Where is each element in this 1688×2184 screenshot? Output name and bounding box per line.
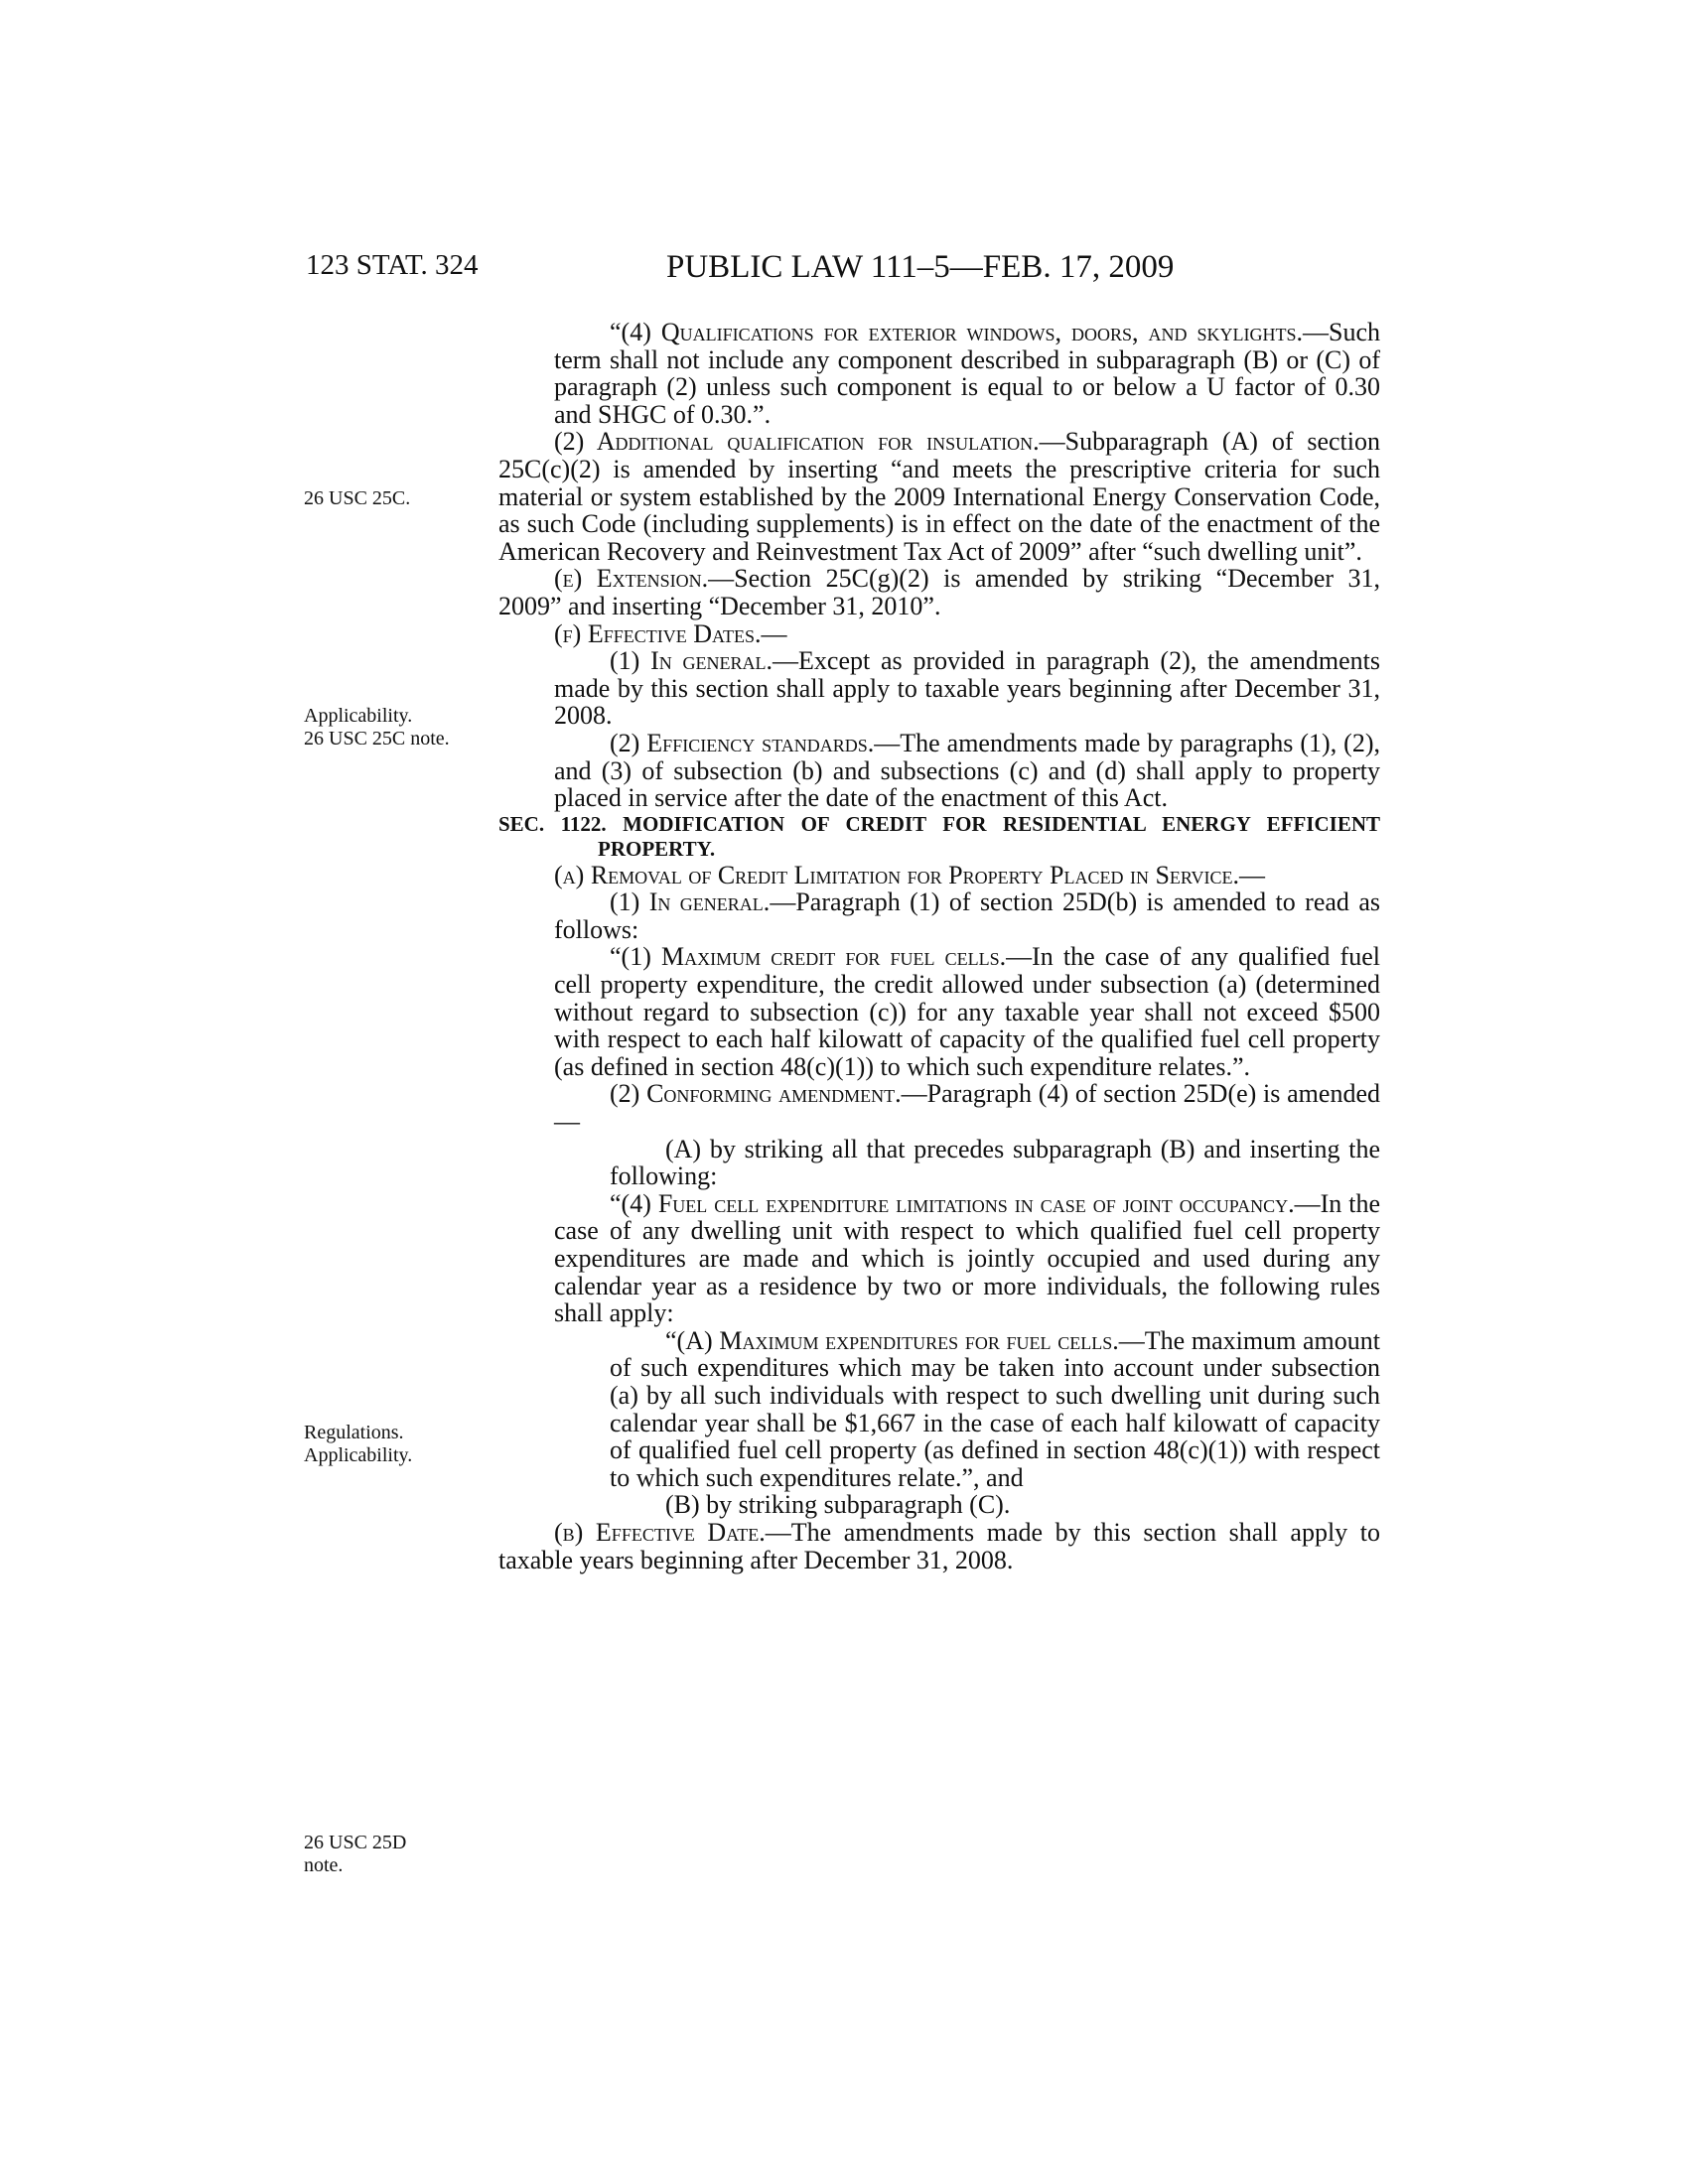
paragraph-text: —Such term shall not include any component described in subparagraph (B) or (C) of paragraph (2) unless such component is equal to or below a U factor of 0.30 and SHGC of 0.30.”.: [554, 318, 1380, 429]
subparagraph-A: [498, 1136, 1380, 1190]
margin-note-line: Applicability.: [304, 705, 413, 727]
quoted-subparagraph-A: [498, 1327, 1380, 1492]
paragraph-a2-conforming: [498, 1080, 1380, 1135]
paragraph-text: —Paragraph (1) of section 25D(b) is amended to read as follows:: [554, 887, 1380, 944]
paragraph-text: (B) by striking subparagraph (C).: [665, 1490, 1011, 1520]
section-heading: SEC. 1122. MODIFICATION OF CREDIT FOR RESIDENTIAL ENERGY EFFICIENT PROPERTY.: [498, 811, 1380, 861]
subsection-e-extension: [498, 565, 1380, 619]
running-title: PUBLIC LAW 111–5—FEB. 17, 2009: [666, 249, 1175, 285]
paragraph-text: —: [1238, 860, 1265, 889]
paragraph-text: —The amendments made by paragraphs (1), (2), and (3) of subsection (b) and subsections (c) and (d) shall apply to property placed in service after the date of the enactment of this Act.: [554, 728, 1380, 813]
page-citation: 123 STAT. 324: [306, 249, 479, 281]
paragraph-heading: “(4) Qualifications for exterior windows, doors, and skylights.: [610, 318, 1303, 346]
paragraph-heading: (2) Efficiency standards.: [610, 728, 875, 757]
margin-note-line: Applicability.: [304, 1444, 413, 1466]
margin-note-line: note.: [304, 1854, 344, 1876]
margin-note-line: Regulations.: [304, 1422, 404, 1443]
subsection-f-effective-dates: [498, 620, 1380, 648]
quoted-paragraph-4: [498, 319, 1380, 428]
subparagraph-B: [498, 1491, 1380, 1519]
margin-note-line: 26 USC 25C.: [304, 487, 411, 509]
paragraph-heading: (2) Additional qualification for insulation.: [554, 427, 1040, 457]
margin-note-regulations: [304, 1422, 412, 1467]
paragraph-heading: (b) Effective Date.: [554, 1517, 766, 1547]
paragraph-heading: “(1) Maximum credit for fuel cells.: [610, 942, 1007, 972]
paragraph-text: (A) by striking all that precedes subparagraph (B) and inserting the following:: [610, 1134, 1380, 1191]
paragraph-heading: “(4) Fuel cell expenditure limitations in case of joint occupancy.: [610, 1188, 1295, 1218]
margin-note-line: 26 USC 25D: [304, 1832, 407, 1853]
paragraph-f1-general: [498, 647, 1380, 730]
paragraph-text: —In the case of any qualified fuel cell property expenditure, the credit allowed under subsection (a) (determined without regard to subsection (c)) for any taxable year shall not exceed $500 with respect to each half kilowatt of capacity of the qualified fuel cell property (as defined in section 48(c)(1)) to which such expenditure relates.”.: [554, 942, 1380, 1081]
paragraph-heading: (f) Effective Dates.: [554, 618, 762, 648]
paragraph-heading: (1) In general.: [610, 646, 774, 676]
paragraph-a1-general: [498, 888, 1380, 943]
paragraph-text: —: [761, 618, 787, 648]
paragraph-heading: (e) Extension.: [554, 564, 709, 594]
paragraph-text: —The amendments made by this section shall apply to taxable years beginning after December 31, 2008.: [498, 1517, 1380, 1574]
paragraph-text: —The maximum amount of such expenditures which may be taken into account under subsection (a) by all such individuals with respect to such dwelling unit during such calendar year shall be $1,667 in the case of each half kilowatt of capacity of qualified fuel cell property (as defined in section 48(c)(1)) with respect to which such expenditures relate.”, and: [610, 1325, 1380, 1492]
paragraph-text: —Except as provided in paragraph (2), the amendments made by this section shall apply to taxable years beginning after December 31, 2008.: [554, 646, 1380, 731]
paragraph-text: —Section 25C(g)(2) is amended by striking “December 31, 2009” and inserting “December 31, 2010”.: [498, 564, 1381, 620]
paragraph-heading: (1) In general.: [610, 887, 771, 917]
paragraph-2-insulation: [498, 428, 1380, 565]
subsection-a-removal: [498, 862, 1380, 889]
document-body: [498, 319, 1380, 1573]
margin-note-26usc25c: [304, 487, 410, 510]
paragraph-text: —Subparagraph (A) of section 25C(c)(2) is amended by inserting “and meets the prescriptive criteria for such material or system established by the 2009 International Energy Conservation Code, as such Code (including supplements) is in effect on the date of the enactment of the American Recovery and Reinvestment Tax Act of 2009” after “such dwelling unit”.: [498, 427, 1381, 566]
subsection-b-effective-date: [498, 1519, 1380, 1573]
quoted-paragraph-4-fuel-cell: [498, 1190, 1380, 1327]
paragraph-heading: (a) Removal of Credit Limitation for Property Placed in Service.: [554, 860, 1239, 889]
paragraph-heading: “(A) Maximum expenditures for fuel cells.: [665, 1325, 1119, 1355]
margin-note-line: 26 USC 25C note.: [304, 728, 450, 750]
paragraph-text: —In the case of any dwelling unit with respect to which qualified fuel cell property expenditures are made and which is jointly occupied and used during any calendar year as a residence by two or more individuals, the following rules shall apply:: [554, 1188, 1381, 1328]
margin-note-26usc25d: [304, 1832, 406, 1877]
paragraph-f2-standards: [498, 730, 1380, 812]
paragraph-text: —Paragraph (4) of section 25D(e) is amended—: [554, 1079, 1380, 1137]
page-header: [0, 249, 1688, 289]
paragraph-heading: (2) Conforming amendment.: [610, 1079, 902, 1109]
margin-note-applicability: [304, 705, 450, 751]
quoted-paragraph-1: [498, 943, 1380, 1080]
